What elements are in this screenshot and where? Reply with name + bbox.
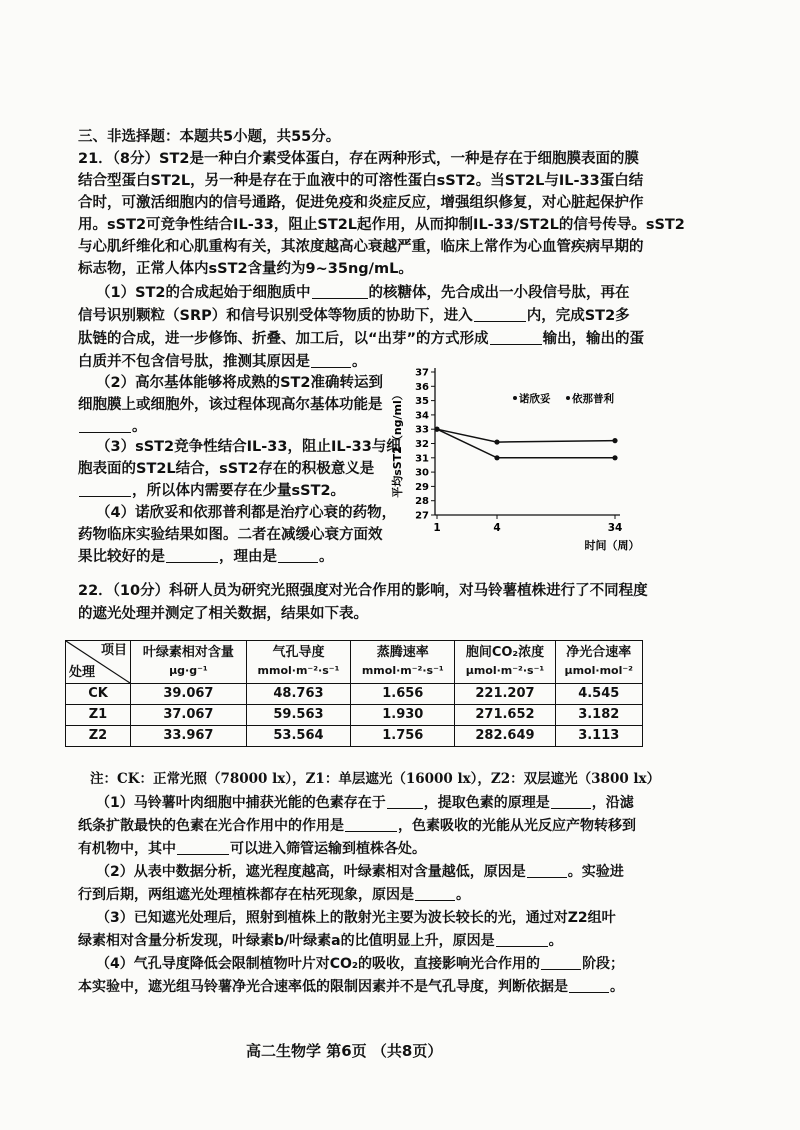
answer-blank[interactable] bbox=[311, 353, 351, 368]
answer-blank[interactable] bbox=[527, 863, 567, 878]
legend-label-1: 诺欣妥 bbox=[519, 393, 551, 405]
data-point bbox=[494, 455, 499, 460]
series-line-1 bbox=[437, 429, 615, 458]
answer-blank[interactable] bbox=[345, 817, 397, 832]
sst2-line-chart bbox=[385, 360, 645, 560]
corner-bottom-label: 处理 bbox=[69, 665, 96, 680]
q21-part3-line-2: 胞表面的ST2L结合，sST2存在的积极意义是 bbox=[78, 461, 375, 477]
column-header: 蒸腾速率 mmol·m⁻²·s⁻¹ bbox=[351, 641, 455, 684]
q22-part3-line-1: （3）已知遮光处理后，照射到植株上的散射光主要为波长较长的光，通过对Z2组叶 bbox=[96, 910, 616, 926]
answer-blank[interactable] bbox=[278, 548, 318, 563]
answer-blank[interactable] bbox=[541, 955, 581, 970]
q21-part4-line-2: 药物临床实验结果如图。二者在减缓心衰方面效 bbox=[78, 527, 383, 543]
table-corner-cell bbox=[66, 641, 131, 684]
q21-part2-line-3: 。 bbox=[78, 416, 147, 438]
q21-part1-line-1: （1）ST2的合成起始于细胞质中 的核糖体，先合成出一小段信号肽，再在 bbox=[96, 285, 630, 301]
q22-part4-line-1: （4）气孔导度降低会限制植物叶片对CO₂的吸收，直接影响光合作用的 阶段； bbox=[96, 956, 625, 972]
data-point bbox=[434, 427, 439, 432]
data-point bbox=[612, 455, 617, 460]
q22-part1-line-2: 纸条扩散最快的色素在光合作用中的作用是 ，色素吸收的光能从光反应产物转移到 bbox=[78, 818, 636, 834]
q22-part1-line-3: 有机物中，其中 可以进入筛管运输到植株各处。 bbox=[78, 841, 426, 857]
q22-part3-line-2: 绿素相对含量分析发现，叶绿素b/叶绿素a的比值明显上升，原因是 。 bbox=[78, 933, 563, 949]
q21-part1-line-3: 肽链的合成，进一步修饰、折叠、加工后，以“出芽”的方式形成 输出，输出的蛋 bbox=[78, 331, 645, 347]
corner-top-label: 项目 bbox=[100, 643, 127, 658]
x-axis-label: 时间（周） bbox=[584, 539, 640, 552]
q21-part1-line-4: 白质并不包含信号肽，推测其原因是 。 bbox=[78, 354, 367, 370]
y-tick-label: 33 bbox=[415, 424, 429, 436]
table-note: 注：CK：正常光照（78000 lx），Z1：单层遮光（16000 lx），Z2：双层遮光（3800 lx） bbox=[90, 771, 661, 787]
x-tick-label: 4 bbox=[493, 522, 501, 534]
answer-blank[interactable] bbox=[177, 840, 229, 855]
answer-blank[interactable] bbox=[312, 284, 368, 299]
q21-line-5: 与心肌纤维化和心肌重构有关，其浓度越高心衰越严重，临床上常作为心血管疾病早期的 bbox=[78, 239, 644, 255]
q21-line-2: 结合型蛋白ST2L，另一种是存在于血液中的可溶性蛋白sST2。当ST2L与IL-33蛋白结 bbox=[78, 173, 644, 189]
answer-blank[interactable] bbox=[569, 978, 609, 993]
y-tick-label: 29 bbox=[415, 481, 429, 493]
q22-part2-line-1: （2）从表中数据分析，遮光程度越高，叶绿素相对含量越低，原因是 。实验进 bbox=[96, 864, 624, 880]
answer-blank[interactable] bbox=[79, 482, 131, 497]
shading-data-table bbox=[65, 640, 643, 747]
q22-line-2: 的遮光处理并测定了相关数据，结果如下表。 bbox=[78, 606, 368, 622]
column-header: 净光合速率 μmol·mol⁻² bbox=[555, 641, 643, 684]
section-title: 三、非选择题：本题共5小题，共55分。 bbox=[78, 129, 341, 145]
data-point bbox=[612, 438, 617, 443]
q22-part1-line-1: （1）马铃薯叶肉细胞中捕获光能的色素存在于 ，提取色素的原理是 ，沿滤 bbox=[96, 795, 634, 811]
answer-blank[interactable] bbox=[496, 932, 548, 947]
chart-plot-area bbox=[390, 368, 640, 553]
q22-line-1: 22．（10分）科研人员为研究光照强度对光合作用的影响，对马铃薯植株进行了不同程度 bbox=[78, 583, 648, 599]
page-footer: 高二生物学 第6页 （共8页） bbox=[246, 1042, 443, 1060]
x-tick-label: 1 bbox=[433, 522, 441, 534]
legend-marker-2 bbox=[566, 396, 570, 400]
y-tick-label: 28 bbox=[415, 496, 429, 508]
series-line-2 bbox=[437, 429, 615, 442]
y-tick-label: 34 bbox=[415, 410, 429, 422]
answer-blank[interactable] bbox=[551, 794, 591, 809]
q21-part1-line-2: 信号识别颗粒（SRP）和信号识别受体等物质的协助下，进入 内，完成ST2多 bbox=[78, 308, 630, 324]
y-tick-label: 27 bbox=[415, 510, 429, 522]
q21-part2-line-1: （2）高尔基体能够将成熟的ST2准确转运到 bbox=[96, 375, 384, 391]
q21-part2-line-2: 细胞膜上或细胞外，该过程体现高尔基体功能是 bbox=[78, 397, 383, 413]
data-point bbox=[494, 439, 499, 444]
q21-part4-line-3: 果比较好的是 ，理由是 。 bbox=[78, 549, 334, 565]
table-row: Z2 33.967 53.564 1.756 282.649 3.113 bbox=[66, 726, 643, 747]
y-tick-label: 35 bbox=[415, 396, 429, 408]
q21-line-6: 标志物，正常人体内sST2含量约为9~35ng/mL。 bbox=[78, 261, 413, 277]
answer-blank[interactable] bbox=[166, 548, 218, 563]
q21-part3-line-1: （3）sST2竞争性结合IL-33，阻止IL-33与细 bbox=[96, 439, 401, 455]
answer-blank[interactable] bbox=[79, 418, 131, 433]
y-axis-label: 平均sST2（ng/ml） bbox=[391, 389, 404, 498]
y-tick-label: 32 bbox=[415, 439, 429, 450]
y-tick-label: 37 bbox=[415, 367, 429, 379]
answer-blank[interactable] bbox=[474, 307, 526, 322]
legend-marker-1 bbox=[513, 396, 517, 400]
q21-line-3: 合时，可激活细胞内的信号通路，促进免疫和炎症反应，增强组织修复，对心脏起保护作 bbox=[78, 195, 644, 211]
q21-part3-line-3: ，所以体内需要存在少量sST2。 bbox=[78, 480, 345, 502]
table-row: CK 39.067 48.763 1.656 221.207 4.545 bbox=[66, 684, 643, 705]
y-tick-label: 36 bbox=[415, 381, 429, 393]
answer-blank[interactable] bbox=[387, 794, 423, 809]
y-tick-label: 30 bbox=[415, 467, 429, 479]
table-row: Z1 37.067 59.563 1.930 271.652 3.182 bbox=[66, 705, 643, 726]
y-tick-label: 31 bbox=[415, 453, 429, 465]
answer-blank[interactable] bbox=[490, 330, 542, 345]
x-tick-label: 34 bbox=[607, 522, 623, 534]
answer-blank[interactable] bbox=[415, 886, 455, 901]
q22-part4-line-2: 本实验中，遮光组马铃薯净光合速率低的限制因素并不是气孔导度，判断依据是 。 bbox=[78, 979, 624, 995]
q22-part2-line-2: 行到后期，两组遮光处理植株都存在枯死现象，原因是 。 bbox=[78, 887, 470, 903]
q21-part4-line-1: （4）诺欣妥和依那普利都是治疗心衰的药物， bbox=[96, 505, 397, 521]
legend-label-2: 依那普利 bbox=[572, 393, 614, 405]
q21-line-1: 21．（8分）ST2是一种白介素受体蛋白，存在两种形式，一种是存在于细胞膜表面的膜 bbox=[78, 151, 639, 167]
column-header: 胞间CO₂浓度 μmol·m⁻²·s⁻¹ bbox=[455, 641, 555, 684]
column-header: 气孔导度 mmol·m⁻²·s⁻¹ bbox=[246, 641, 350, 684]
column-header: 叶绿素相对含量 μg·g⁻¹ bbox=[131, 641, 247, 684]
q21-line-4: 用。sST2可竞争性结合IL-33，阻止ST2L起作用，从而抑制IL-33/ST2L的信号传导。sST2 bbox=[78, 217, 685, 233]
